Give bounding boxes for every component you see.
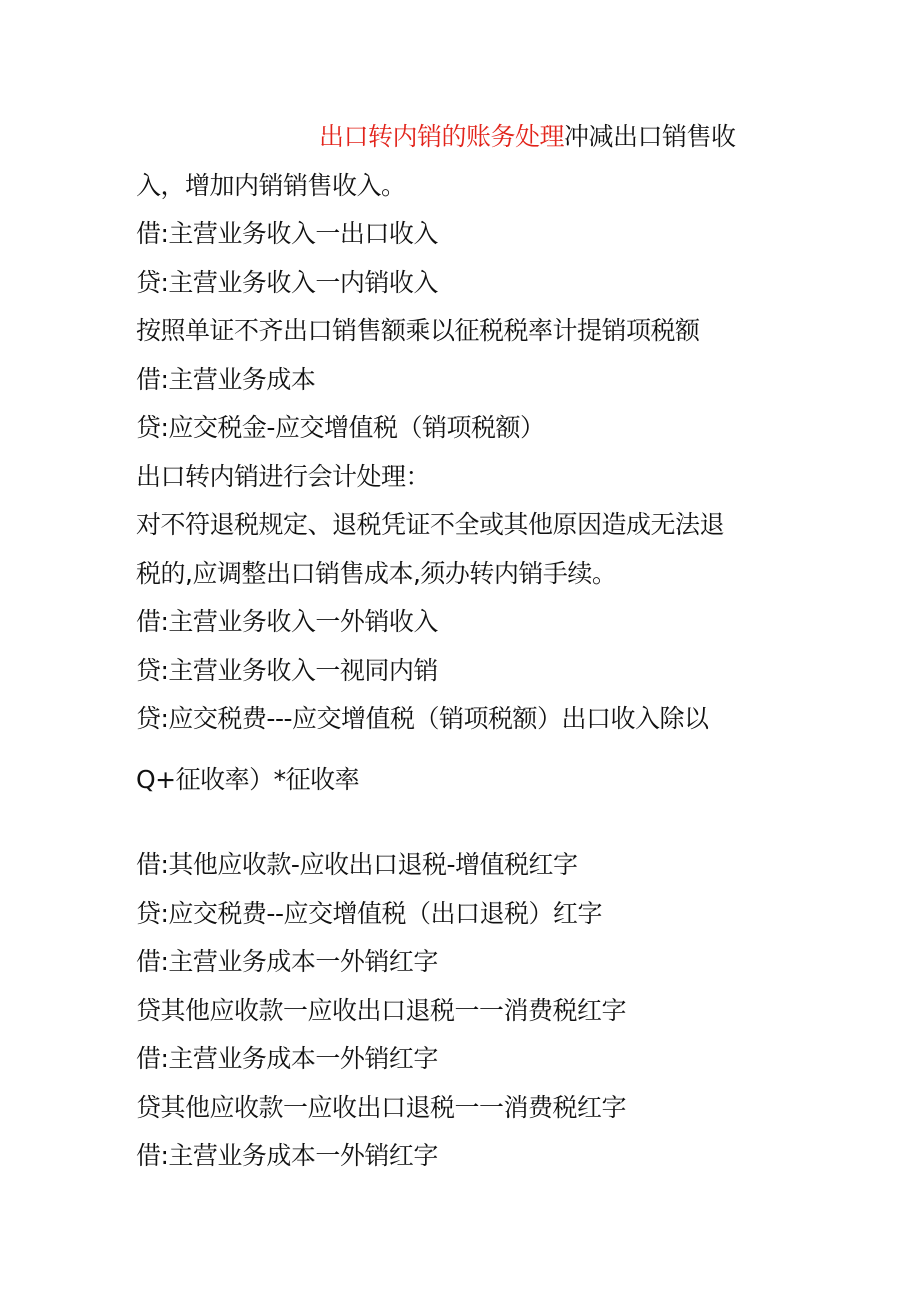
paragraph-gap [136,804,776,841]
text-line: 税的,应调整出口销售成本,须办转内销手续。 [136,558,617,588]
text-line: 借:主营业务收入一出口收入 [136,219,438,248]
formula-line: Q+征收率）*征收率 [136,764,360,794]
text-line: 贷:主营业务收入一内销收入 [136,267,438,297]
text-line: 贷其他应收款一应收出口退税一一消费税红字 [136,995,627,1025]
text-line: 借:主营业务成本 [136,364,316,394]
text-line: 按照单证不齐出口销售额乘以征税税率计提销项税额 [136,316,700,345]
text-line: 贷:主营业务收入一视同内销 [136,655,438,685]
text-line: 出口转内销进行会计处理： [136,461,431,491]
text-line: 借:主营业务成本一外销红字 [136,1141,438,1170]
document-body [136,113,776,1181]
text-line: 借:其他应收款-应收出口退税-增值税红字 [136,850,578,879]
text-line: 贷:应交税费--应交增值税（出口退税）红字 [136,898,602,928]
text-line: 贷其他应收款一应收出口退税一一消费税红字 [136,1092,627,1122]
text-line: 入，增加内销销售收入。 [136,170,406,200]
title-highlight: 出口转内销的账务处理 [319,122,565,151]
text-line: 贷:应交税金-应交增值税（销项税额） [136,413,545,442]
text-line: 借:主营业务收入一外销收入 [136,607,438,636]
title-line [136,113,776,162]
title-continuation: 冲减出口销售收 [564,122,736,151]
text-line: 借:主营业务成本一外销红字 [136,947,438,976]
text-line: 贷:应交税费---应交增值税（销项税额）出口收入除以 [136,704,709,733]
text-line: 对不符退税规定、退税凭证不全或其他原因造成无法退 [136,510,725,539]
text-line: 借:主营业务成本一外销红字 [136,1044,438,1073]
